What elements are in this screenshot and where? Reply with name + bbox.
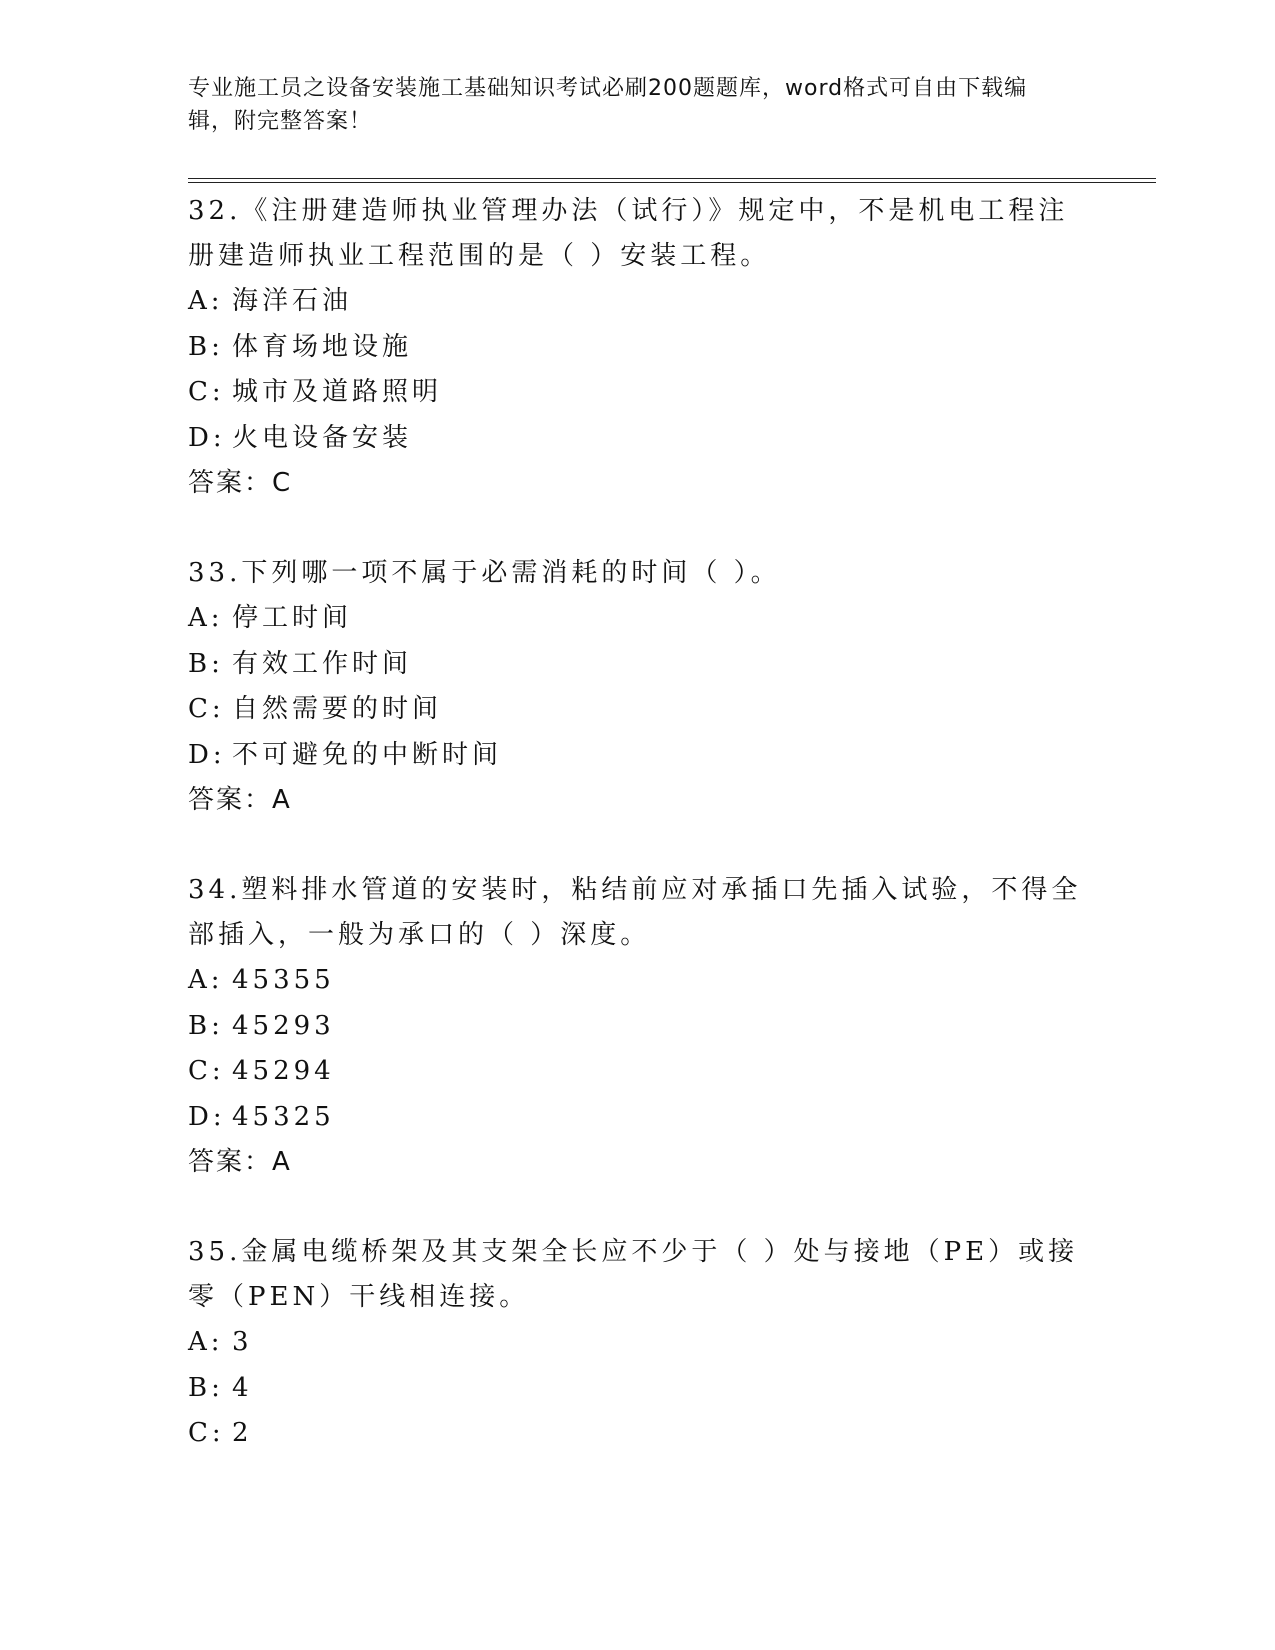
- option-letter: C:: [188, 694, 225, 724]
- option-text: 45294: [232, 1056, 335, 1086]
- question-text: 35.金属电缆桥架及其支架全长应不少于（ ）处与接地（PE）或接零（PEN）干线相连接。: [188, 1237, 1079, 1312]
- option-letter: B:: [188, 1010, 224, 1041]
- option-text: 2: [232, 1418, 253, 1448]
- option-text: 4: [232, 1372, 253, 1403]
- answer-line: 答案：A: [188, 1147, 292, 1177]
- answer-line: 答案：C: [188, 468, 293, 498]
- option-b: [188, 1004, 1088, 1050]
- question-text: 33.下列哪一项不属于必需消耗的时间（ ）。: [188, 558, 781, 588]
- question-text: 34.塑料排水管道的安装时，粘结前应对承插口先插入试验，不得全部插入，一般为承口的（ ）深度。: [188, 875, 1082, 950]
- option-b: [188, 325, 1088, 371]
- option-b: [188, 1366, 1088, 1412]
- option-letter: A:: [188, 286, 224, 316]
- option-a: [188, 596, 1088, 642]
- option-d: [188, 1095, 1088, 1141]
- option-c: [188, 1411, 1088, 1457]
- option-letter: B:: [188, 331, 224, 362]
- option-d: [188, 416, 1088, 462]
- question-item: [188, 868, 1088, 1185]
- option-text: 停工时间: [232, 603, 353, 633]
- option-c: [188, 687, 1088, 733]
- question-list: [188, 189, 1088, 1502]
- option-text: 不可避免的中断时间: [232, 739, 503, 770]
- option-a: [188, 1320, 1088, 1366]
- option-a: [188, 279, 1088, 325]
- question-item: [188, 1230, 1088, 1457]
- option-c: [188, 1049, 1088, 1095]
- question-item: [188, 551, 1088, 823]
- option-c: [188, 370, 1088, 416]
- option-letter: D:: [188, 739, 226, 770]
- option-letter: C:: [188, 377, 225, 407]
- option-text: 3: [232, 1327, 253, 1357]
- option-text: 自然需要的时间: [232, 694, 443, 724]
- option-letter: B:: [188, 1372, 224, 1403]
- option-text: 有效工作时间: [232, 648, 413, 679]
- option-a: [188, 958, 1088, 1004]
- option-text: 45355: [232, 965, 335, 995]
- option-letter: D:: [188, 422, 226, 453]
- option-letter: A:: [188, 1327, 224, 1357]
- option-letter: A:: [188, 603, 224, 633]
- option-text: 体育场地设施: [232, 331, 413, 362]
- question-text: 32.《注册建造师执业管理办法（试行）》规定中，不是机电工程注册建造师执业工程范围的是（ ）安装工程。: [188, 196, 1069, 271]
- option-text: 45293: [232, 1010, 335, 1041]
- option-letter: C:: [188, 1418, 225, 1448]
- answer-line: 答案：A: [188, 785, 292, 815]
- option-b: [188, 642, 1088, 688]
- option-letter: B:: [188, 648, 224, 679]
- header-divider: [188, 178, 1156, 183]
- option-text: 45325: [232, 1101, 335, 1132]
- option-text: 城市及道路照明: [232, 377, 443, 407]
- option-text: 海洋石油: [232, 286, 353, 316]
- document-header-title: 专业施工员之设备安装施工基础知识考试必刷200题题库，word格式可自由下载编辑，附完整答案！: [188, 76, 1028, 134]
- question-item: [188, 189, 1088, 506]
- option-letter: D:: [188, 1101, 226, 1132]
- option-d: [188, 733, 1088, 779]
- option-letter: C:: [188, 1056, 225, 1086]
- option-letter: A:: [188, 965, 224, 995]
- option-text: 火电设备安装: [232, 422, 413, 453]
